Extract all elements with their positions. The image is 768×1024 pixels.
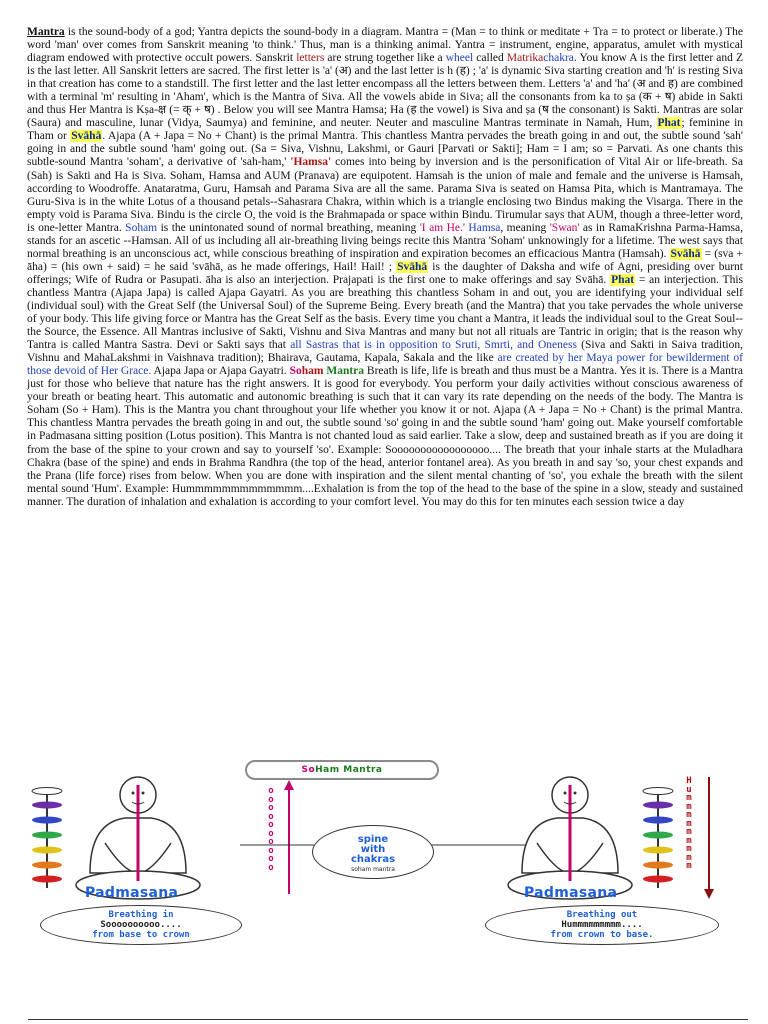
link-hamsa[interactable]: Hamsa — [468, 221, 501, 234]
term-so: So — [289, 365, 302, 378]
chakra-throat — [32, 817, 62, 824]
breathing-out-oval — [485, 905, 719, 945]
banner-text: Ham Mantra — [315, 765, 383, 775]
chakra-third-eye — [32, 802, 62, 809]
link-sastras[interactable]: all Sastras that is in opposition to Sruti, Smrti, and Oneness — [290, 339, 577, 352]
text-run: is the sound-body of a god; Yantra depicts the sound-body in a diagram. Mantra = (Man = to think or meditate + Tra = to protect or liberate.) The word 'man' over comes from Sanskrit meaning 'to think.' Thus, man is a thinking animal. Yantra = instrument, engine, apparatus, amulet with mystical diagram endowed with protective occult powers. Sanskrit — [27, 26, 743, 65]
text-run: , meaning — [500, 221, 550, 234]
link-matrika[interactable]: Matrika — [506, 52, 544, 65]
chakra-root — [32, 876, 62, 883]
chakra-heart — [32, 832, 62, 839]
chakra-sacral — [643, 862, 673, 869]
chakra-sacral — [32, 862, 62, 869]
text-run: as in RamaKrishna Parma-Hamsa, stands for an ascetic --Hamsan. All of us including all air-breathing living beings recite this Mantra 'Soham' unknowingly for a lifetime. The west says that normal breathing is an unconscious act, while conscious breathing of inspiration and expiration becomes an efficacious Mantra (Hamsah). — [27, 221, 744, 260]
chakra-solar — [32, 847, 62, 854]
highlight-svaha: Svāhā — [71, 130, 102, 143]
breathing-in-title: Breathing in — [108, 910, 174, 920]
right-chakra-stack — [643, 788, 673, 889]
text-run: called — [473, 52, 507, 65]
left-padmasana-label: Padmasana — [85, 885, 179, 901]
term-mantra: Mantra — [27, 26, 65, 38]
center-title-line3: chakras — [350, 854, 396, 865]
quote-i-am-he: 'I am He.' — [419, 221, 465, 234]
chakra-throat — [643, 817, 673, 824]
text-run: Ajapa Japa or Ajapa Gayatri. — [151, 365, 290, 378]
text-run: is the daughter of Daksha and wife of Agni, presiding over burnt offerings; Wife of Rudra or Pasupati. āha is also an interjection. Prajapati is the first one to make offerings and say Svāhā. — [27, 260, 743, 286]
center-title-line1: spine — [357, 834, 389, 845]
term-hamsa: 'Hamsa' — [290, 156, 332, 169]
right-padmasana-label: Padmasana — [524, 885, 618, 901]
highlight-svaha: Svāhā — [670, 247, 701, 260]
chakra-heart — [643, 832, 673, 839]
text-run: . Ajapa (A + Japa = No + Chant) is the primal Mantra. This chantless Mantra pervades the breath going in and out, the subtle sound 'sah' going in and the subtle sound 'ham' going out. (Sa = Siva, Vishnu, Lakshmi, or Gauri [Parvati or Sakti]; Ham = I am; so = Parvati. As one chants this subtle-sound Mantra 'soham', a derivative of 'sah-ham,' — [27, 130, 743, 169]
text-run: Breath is life, life is breath and thus must be a Mantra. Yes it is. There is a Mantra just for those who believe that nature has the right answers. It is good for everybody. You perform your daily activities without conscious awareness of your breath or beating heart. This automatic and autonomic breathing is such that it can vary its rate depending on the needs of the body. The Mantra is Soham (So + Ham). This is the Mantra you chant throughout your life whether you know it or not. Ajapa (A + Japa = No + Chant) is the primal Mantra. This chantless Mantra pervades the breath going in and out, the subtle sound 'so' going in and the subtle sound 'ham' going out. Make yourself comfortable in Padmasana sitting position (Lotus position). This Mantra is not chanted loud as said earlier. Take a slow, deep and sustained breath as if you are doing it from the base of the spine to your crown and say to yourself 'so'. Example: Sooooooooooooooooo.... The breath that your inhale starts at the Muladhara Chakra (base of the spine) and ends in Brahma Randhra (the top of the head, anterior fontanel area). As you breath in and say 'so, your chest expands and the Prana (life force) rises from below. When you are done with inspiration and the silent mental chanting of 'so', you exhale the breath with the silent mental sound 'Hum'. Example: Hummmmmmmmmmmmm....Exhalation is from the top of the head to the base of the spine in a slow, steady and sustained manner. The duration of inhalation and exhalation is according to your comfort level. You may do this for ten minutes each session twice a day — [27, 365, 744, 508]
term-mantra-green: Mantra — [326, 365, 365, 378]
highlight-svaha: Svāhā — [397, 260, 428, 273]
article-paragraph — [27, 26, 743, 509]
chakra-third-eye — [643, 802, 673, 809]
center-spine-oval — [312, 825, 434, 879]
breathing-in-oval — [40, 905, 242, 945]
highlight-phat: Phat — [611, 273, 635, 286]
center-title-line2: with — [360, 844, 386, 855]
text-run: comes into being by inversion and is the personification of Vital Air or life-breath. Sa (Sah) is Sakti and Ha is Siva. Soham, Hamsa and AUM (Pranava) are equipotent. Hamsah is the union of male and female and the universe is Hamsah, according to Woodroffe. Anataratma, Guru, Hamsah and Parama Siva are all the same. Parama Siva is seated on Hamsa Pita, which is Mantramaya. The Guru-Siva is in the white Lotus of a thousand petals--Sahasrara Chakra, within which is a triangle enclosing two Bindus making the Visarga. There in the empty void is Parama Siva. Bindu is the circle O, the void is the Brahmapada or space within Bindu. Tirumular says that AUM, though a three-letter word, is one-letter Mantra. — [27, 156, 743, 234]
term-ham: ham — [301, 365, 324, 378]
text-run: is the unintonated sound of normal breathing, meaning — [157, 221, 420, 234]
breathing-in-sound: Soooooooooo.... — [100, 920, 182, 930]
link-chakra[interactable]: chakra — [543, 52, 574, 65]
left-chakra-stack — [32, 788, 62, 889]
quote-swan: 'Swan' — [549, 221, 580, 234]
chakra-crown — [32, 788, 62, 795]
text-run: (Siva and Sakti in Saiva tradition, Vishnu and MahaLakshmi in Vaishnava tradition); Bhairava, Gautama, Kapala, Sakala and the like — [27, 339, 744, 365]
diagram-banner — [245, 760, 439, 780]
chakra-crown — [643, 788, 673, 795]
breathing-out-direction: from crown to base. — [550, 930, 654, 940]
chakra-solar — [643, 847, 673, 854]
breathing-in-direction: from base to crown — [92, 930, 190, 940]
right-vertical-hum-text: Hummmmmmmmm — [686, 776, 692, 871]
text-run: ; feminine in Tham or — [27, 117, 744, 143]
text-run: are strung together like a — [324, 52, 446, 65]
text-run: = (sva + āha) = (his own + said) = he said 'svāhā, as he made offerings, Hail! Hail! ; — [27, 247, 743, 273]
text-run: = an interjection. This chantless Mantra (Ajapa Japa) is called Ajapa Gayatri. As you are breathing this chantless Soham in and out, you are identifying your individual self (individual soul) with the Great Self (the Universal Soul) of the Supreme Being. Every breath (and the Mantra) that you take pervades the whole universe of your body. This life giving force or Mantra has the Great Self as the basis. Every time you chant a Mantra, it leads the individual soul to the Great Soul-- the Source, the Essence. All Mantras inclusive of Sakti, Vishnu and Siva Mantras and many but not all rituals are Tantric in origin; that is the reason why Tantra is called Mantra Sastra. Devi or Sakti says that — [27, 273, 743, 352]
chakra-root — [643, 876, 673, 883]
link-maya[interactable]: are created by her Maya power for bewilderment of those devoid of Her Grace. — [27, 352, 744, 378]
link-soham[interactable]: Soham — [125, 221, 158, 234]
link-letters[interactable]: letters — [296, 52, 325, 65]
banner-so: So — [301, 765, 316, 775]
page-bottom-rule — [28, 1019, 748, 1020]
link-wheel[interactable]: wheel — [445, 52, 474, 65]
breathing-out-title: Breathing out — [566, 910, 638, 920]
breathing-out-sound: Hummmmmmmmm.... — [561, 920, 643, 930]
article-body — [27, 26, 743, 509]
highlight-phat: Phat — [657, 117, 681, 130]
text-run: . You know A is the first letter and Z is the last letter. All Sanskrit letters are sacred. The first letter is 'a' (अ) and the last letter is h (ह) ; 'a' is dynamic Siva starting creation and 'h' is resting Siva in that creation has come to a standstill. The first letter and the last letter encompass all the letters between them. Letters 'a' and 'ha' (अ and ह) are combined with a terminal 'm' resulting in 'Aham', which is the Mantra of Siva. All the vowels abide in Siva; all the consonants from ka to ṣa (क + ष) abide in Sakti and thus Her Mantra is Kṣa-क्ष (= क् + ष) . Below you will see Mantra Hamsa; Ha (ह the vowel) is Siva and ṣa (ष the consonant) is Sakti. Mantras are solar (Saura) and masculine, lunar (Vidya, Saumya) and feminine, and neuter. Neuter and masculine Mantras terminate in Namah, Hum, — [27, 52, 744, 130]
center-subtitle: soham mantra — [351, 866, 395, 873]
down-arrow-icon — [702, 777, 716, 899]
soham-mantra-diagram — [0, 755, 768, 945]
left-vertical-o-text: oooooooooo — [268, 786, 274, 873]
